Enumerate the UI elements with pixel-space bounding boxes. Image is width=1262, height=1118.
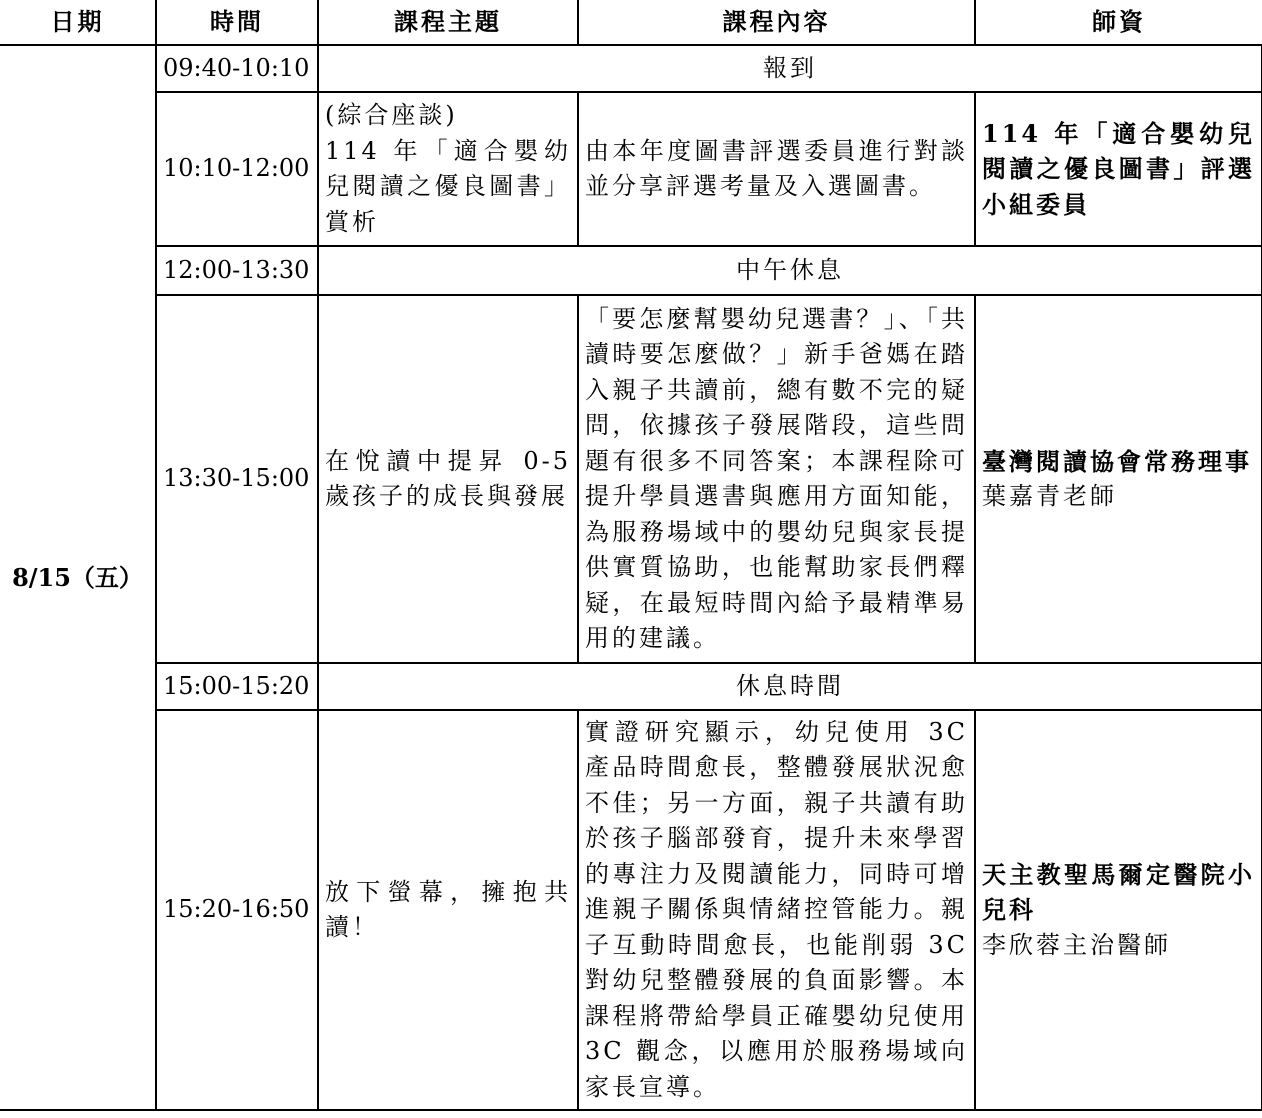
header-time: 時間	[156, 0, 318, 45]
table-row	[0, 246, 1262, 295]
time-cell: 12:00-13:30	[156, 246, 318, 295]
table-row	[0, 45, 1262, 92]
rest-break-cell: 休息時間	[318, 663, 1262, 710]
topic-cell: 放下螢幕，擁抱共讀！	[318, 710, 578, 1110]
time-cell: 13:30-15:00	[156, 295, 318, 663]
content-cell: 「要怎麼幫嬰幼兒選書？」、「共讀時要怎麼做？」新手爸媽在踏入親子共讀前，總有數不完的疑問，依據孩子發展階段，這些問題有很多不同答案；本課程除可提升學員選書與應用方面知能，為服務場域中的嬰幼兒與家長提供實質協助，也能幫助家長們釋疑，在最短時間內給予最精準易用的建議。	[578, 295, 975, 663]
teacher-cell	[975, 710, 1262, 1110]
header-topic: 課程主題	[318, 0, 578, 45]
table-row	[0, 663, 1262, 710]
header-date: 日期	[0, 0, 156, 45]
header-teacher: 師資	[975, 0, 1262, 45]
teacher-affiliation: 臺灣閱讀協會常務理事	[982, 446, 1252, 476]
time-cell: 10:10-12:00	[156, 92, 318, 246]
time-cell: 15:20-16:50	[156, 710, 318, 1110]
date-cell: 8/15（五）	[0, 45, 156, 1110]
teacher-name: 葉嘉青老師	[982, 482, 1117, 510]
time-cell: 15:00-15:20	[156, 663, 318, 710]
teacher-name: 李欣蓉主治醫師	[982, 930, 1171, 959]
table-row	[0, 295, 1262, 663]
teacher-affiliation: 天主教聖馬爾定醫院小兒科	[982, 859, 1255, 925]
table-row	[0, 710, 1262, 1110]
content-cell: 由本年度圖書評選委員進行對談並分享評選考量及入選圖書。	[578, 92, 975, 246]
table-row	[0, 92, 1262, 246]
teacher-cell	[975, 295, 1262, 663]
teacher-affiliation: 114 年「適合嬰幼兒閱讀之優良圖書」評選小組委員	[982, 118, 1255, 219]
topic-cell: (綜合座談) 114 年「適合嬰幼兒閱讀之優良圖書」賞析	[318, 92, 578, 246]
teacher-cell	[975, 92, 1262, 246]
topic-cell: 在悅讀中提昇 0-5 歲孩子的成長與發展	[318, 295, 578, 663]
content-cell: 實證研究顯示，幼兒使用 3C 產品時間愈長，整體發展狀況愈不佳；另一方面，親子共讀有助於孩子腦部發育，提升未來學習的專注力及閱讀能力，同時可增進親子關係與情緒控管能力。親子互動時間愈長，也能削弱 3C 對幼兒整體發展的負面影響。本課程將帶給學員正確嬰幼兒使用 3C 觀念，以應用於服務場域向家長宣導。	[578, 710, 975, 1110]
header-content: 課程內容	[578, 0, 975, 45]
lunch-break-cell: 中午休息	[318, 246, 1262, 295]
header-row	[0, 0, 1262, 45]
time-cell: 09:40-10:10	[156, 45, 318, 92]
checkin-cell: 報到	[318, 45, 1262, 92]
